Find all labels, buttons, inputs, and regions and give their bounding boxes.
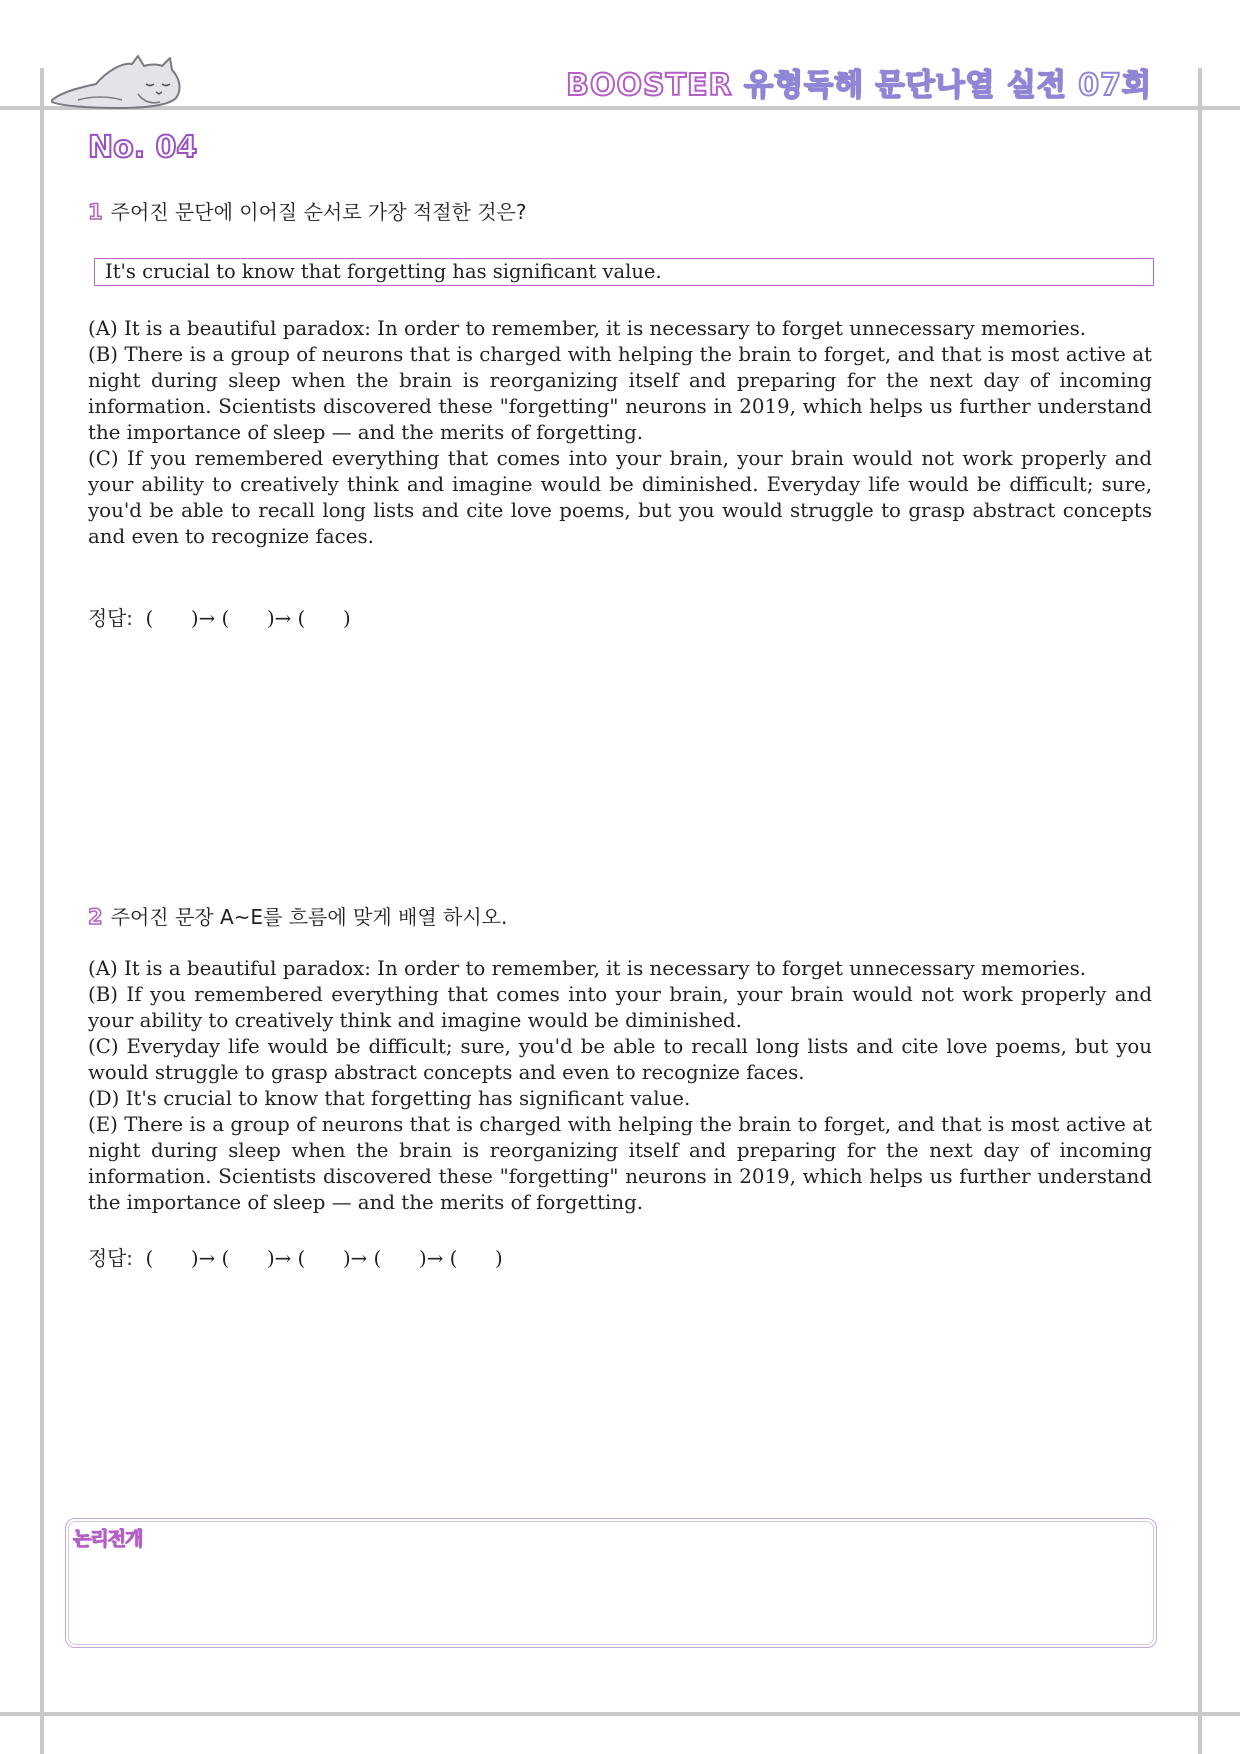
sentence-b: (B) If you remembered everything that comes into your brain, your brain would not work properly and your ability to creatively think and imagine would be diminished. [88,983,1152,1032]
question-1-title [88,196,526,225]
header-subtitle: 유형독해 문단나열 실전 07회 [744,68,1152,103]
page-number: No. 04 [88,130,198,165]
left-margin-rule [40,68,44,1754]
question-2-number: 2 [88,905,103,929]
answer-blanks[interactable]: ( )→ ( )→ ( ) [145,607,351,630]
question-2-passage [88,956,1152,1216]
question-2-prompt: 주어진 문장 A~E를 흐름에 맞게 배열 하시오. [110,905,508,929]
logic-notes-inner-frame [68,1521,1154,1645]
sleeping-cat-icon [48,54,184,112]
sentence-a: (A) It is a beautiful paradox: In order to remember, it is necessary to forget unnecessary memories. [88,957,1087,980]
paragraph-c: (C) If you remembered everything that comes into your brain, your brain would not work properly and your ability to creatively think and imagine would be diminished. Everyday life would be difficult; sure, you'd be able to recall long lists and cite love poems, but you would struggle to grasp abstract concepts and even to recognize faces. [88,447,1152,548]
paragraph-a: (A) It is a beautiful paradox: In order to remember, it is necessary to forget unnecessary memories. [88,317,1087,340]
answer-label: 정답: [88,1247,133,1270]
answer-label: 정답: [88,607,133,630]
question-1-prompt: 주어진 문단에 이어질 순서로 가장 적절한 것은? [110,200,527,224]
question-2-answer [88,1242,503,1271]
question-2-title [88,901,507,930]
sentence-c: (C) Everyday life would be difficult; sure, you'd be able to recall long lists and cite love poems, but you would struggle to grasp abstract concepts and even to recognize faces. [88,1035,1152,1084]
right-margin-rule [1198,68,1202,1754]
answer-blanks[interactable]: ( )→ ( )→ ( )→ ( )→ ( ) [145,1247,503,1270]
paragraph-b: (B) There is a group of neurons that is charged with helping the brain to forget, and that is most active at night during sleep when the brain is reorganizing itself and preparing for the next day of incoming information. Scientists discovered these "forgetting" neurons in 2019, which helps us further understand the importance of sleep — and the merits of forgetting. [88,343,1152,444]
question-1-number: 1 [88,200,103,224]
logic-notes-label: 논리전개 [73,1528,143,1550]
footer-rule [0,1712,1240,1716]
question-1-answer [88,602,351,631]
sentence-e: (E) There is a group of neurons that is charged with helping the brain to forget, and that is most active at night during sleep when the brain is reorganizing itself and preparing for the next day of incoming information. Scientists discovered these "forgetting" neurons in 2019, which helps us further understand the importance of sleep — and the merits of forgetting. [88,1113,1152,1214]
header-series: BOOSTER [566,68,733,103]
given-sentence-box: It's crucial to know that forgetting has significant value. [94,258,1154,286]
question-1-passage [88,316,1152,550]
header-rule [0,106,1240,110]
header-title [566,60,1152,104]
sentence-d: (D) It's crucial to know that forgetting has significant value. [88,1087,691,1110]
